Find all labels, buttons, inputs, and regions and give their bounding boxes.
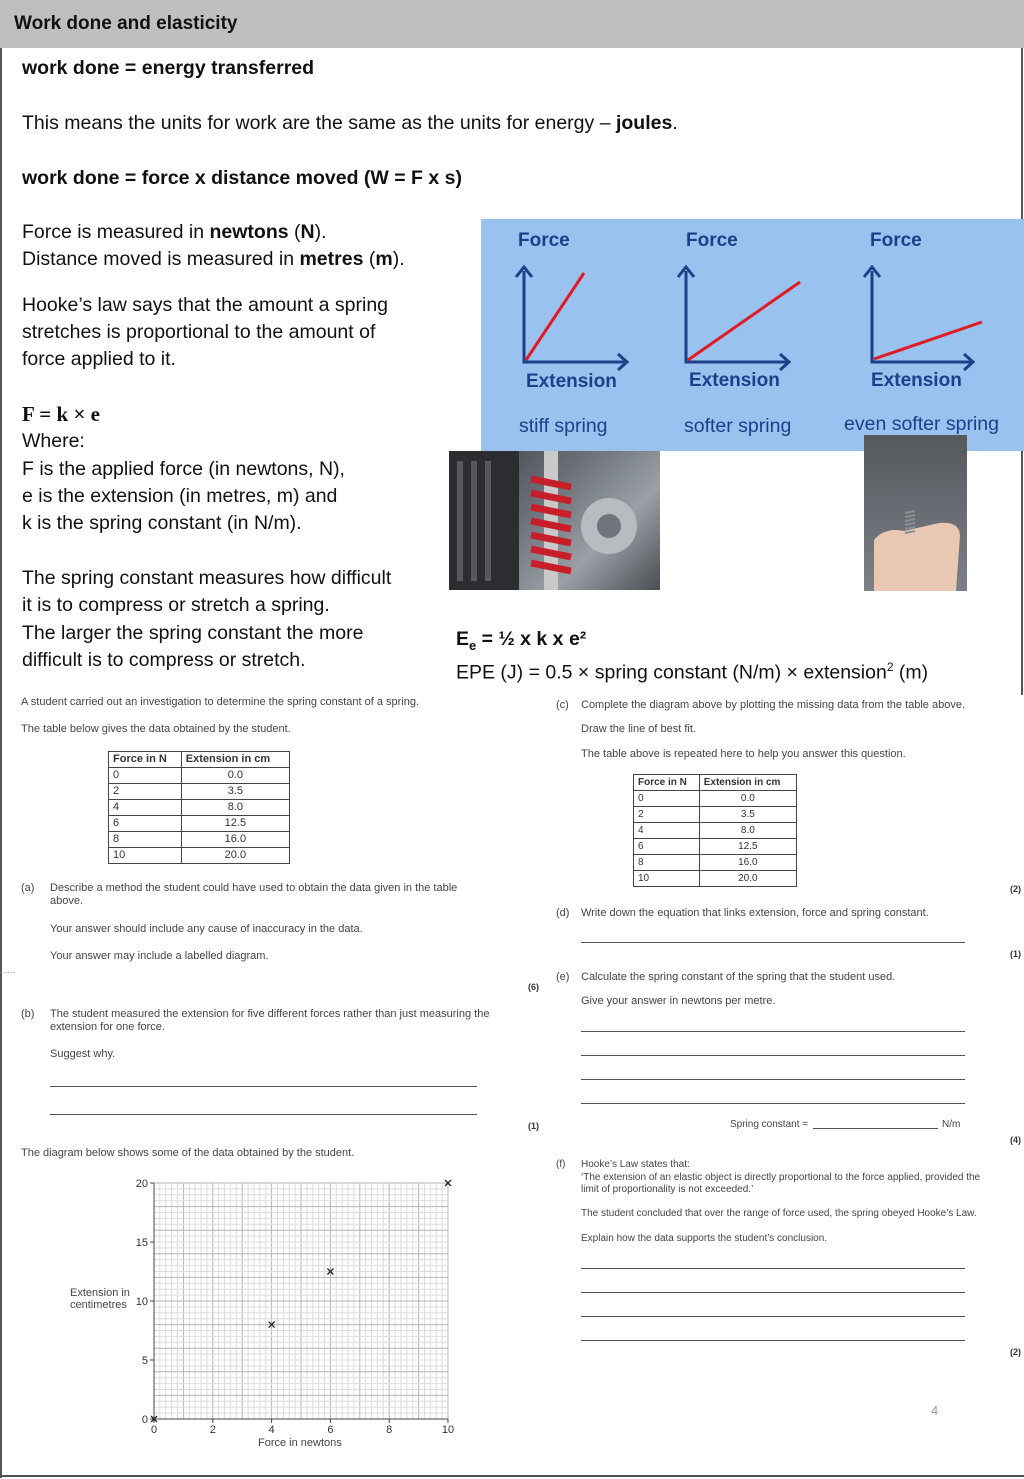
table-row <box>109 784 290 800</box>
hooke-line: stretches is proportional to the amount of <box>22 321 376 343</box>
where-f: F is the applied force (in newtons, N), <box>22 458 345 480</box>
table-cell: 16.0 <box>181 832 289 848</box>
marks-badge: (2) <box>1010 884 1021 894</box>
table-header: Extension in cm <box>699 775 796 791</box>
table-header: Extension in cm <box>181 752 289 768</box>
question-label: (e) <box>556 971 570 983</box>
epe-line-a: EPE (J) = 0.5 × spring constant (N/m) × extension <box>456 661 887 684</box>
spring-constant-line: it is to compress or stretch a spring. <box>22 594 330 616</box>
question-text: Explain how the data supports the student’s conclusion. <box>581 1233 828 1244</box>
table-cell: 10 <box>634 871 700 887</box>
axis-lines <box>872 271 971 362</box>
table-cell: 0 <box>109 768 182 784</box>
table-cell: 8 <box>109 832 182 848</box>
question-label: (b) <box>21 1008 35 1020</box>
answer-line[interactable] <box>581 1103 965 1104</box>
y-tick-label: 0 <box>141 1414 148 1426</box>
question-text: The student measured the extension for five different forces rather than just measuring the <box>50 1008 490 1020</box>
table-row <box>109 800 290 816</box>
question-text: Draw the line of best fit. <box>581 723 696 735</box>
epe-rest: = ½ x k x e² <box>476 628 587 650</box>
hand-shape <box>874 523 960 591</box>
y-tick-label: 20 <box>135 1178 148 1190</box>
force-axis-label: Force <box>870 230 922 251</box>
table-row <box>109 832 290 848</box>
marks-badge: (6) <box>528 982 539 992</box>
force-axis-label: Force <box>518 230 570 251</box>
chart-xlabel: Force in newtons <box>258 1437 342 1449</box>
force-text: Force is measured in <box>22 221 210 243</box>
hooke-formula: F = k × e <box>22 402 100 426</box>
dist-text: Distance moved is measured in <box>22 248 300 270</box>
table-row <box>634 791 797 807</box>
answer-line[interactable] <box>581 1316 965 1317</box>
data-table <box>108 751 290 864</box>
axes-graph-3 <box>864 267 973 370</box>
hand-spring-illustration <box>864 435 967 591</box>
table-header: Force in N <box>634 775 700 791</box>
y-tick-label: 15 <box>135 1237 148 1249</box>
chart-ylabel: centimetres <box>70 1299 127 1311</box>
spring-graphs-panel <box>481 219 1024 451</box>
x-tick-label: 2 <box>209 1424 216 1436</box>
question-label: (a) <box>21 882 35 894</box>
answer-dots: ...... <box>0 965 16 975</box>
question-text: extension for one force. <box>50 1021 165 1033</box>
table-cell: 16.0 <box>699 855 796 871</box>
table-cell: 0.0 <box>699 791 796 807</box>
table-cell: 8 <box>634 855 700 871</box>
even-softer-spring-line <box>874 322 982 359</box>
answer-line[interactable] <box>50 1086 477 1087</box>
answer-line[interactable] <box>50 1114 477 1115</box>
graph-caption: stiff spring <box>519 415 608 437</box>
question-text: Calculate the spring constant of the spring that the student used. <box>581 971 896 983</box>
table-cell: 0 <box>634 791 700 807</box>
small-spring-photo <box>864 435 967 591</box>
question-label: (d) <box>556 907 570 919</box>
question-text: Your answer should include any cause of inaccuracy in the data. <box>50 923 363 935</box>
table-row <box>109 816 290 832</box>
extension-axis-label: Extension <box>526 371 617 392</box>
frame-border <box>0 688 2 1478</box>
table-cell: 6 <box>109 816 182 832</box>
question-text: The student concluded that over the range of force used, the spring obeyed Hooke’s Law. <box>581 1208 977 1219</box>
section-title: Work done and elasticity <box>14 13 238 34</box>
table-row <box>109 768 290 784</box>
question-text: ‘The extension of an elastic object is directly proportional to the force applied, provided the <box>581 1172 981 1183</box>
force-sym: N <box>300 221 315 243</box>
table-cell: 4 <box>109 800 182 816</box>
frame-border <box>0 48 2 688</box>
scatter-chart <box>120 1170 470 1450</box>
question-text: Describe a method the student could have used to obtain the data given in the table <box>50 882 458 894</box>
table-header: Force in N <box>109 752 182 768</box>
table-row <box>634 871 797 887</box>
units-text: This means the units for work are the same as the units for energy – <box>22 112 616 134</box>
extension-axis-label: Extension <box>689 370 780 391</box>
answer-line[interactable] <box>581 1268 965 1269</box>
dist-close: ). <box>392 248 405 270</box>
table-cell: 8.0 <box>699 823 796 839</box>
softer-spring-line <box>688 282 800 360</box>
force-close: ). <box>314 221 327 243</box>
table-cell: 12.5 <box>699 839 796 855</box>
table-cell: 6 <box>634 839 700 855</box>
epe-sup: 2 <box>886 660 894 674</box>
table-row <box>109 848 290 864</box>
epe-sub: e <box>469 637 477 653</box>
question-text: The table above is repeated here to help you answer this question. <box>581 748 906 760</box>
table-row <box>634 839 797 855</box>
table-cell: 2 <box>109 784 182 800</box>
table-cell: 20.0 <box>699 871 796 887</box>
page-number: 4 <box>931 1403 939 1418</box>
table-cell: 2 <box>634 807 700 823</box>
question-text: above. <box>50 895 84 907</box>
spring-constant-answer-line[interactable] <box>813 1128 938 1129</box>
table-cell: 8.0 <box>181 800 289 816</box>
question-text: limit of proportionality is not exceeded.’ <box>581 1184 754 1195</box>
frame-border <box>1021 48 1023 223</box>
distance-units <box>22 246 405 273</box>
marks-badge: (1) <box>528 1121 539 1131</box>
suspension-illustration <box>449 451 660 590</box>
x-tick-label: 0 <box>150 1424 158 1436</box>
force-axis-label: Force <box>686 230 738 251</box>
dist-open: ( <box>363 248 376 270</box>
extension-axis-label: Extension <box>871 370 962 391</box>
force-bold: newtons <box>209 221 289 243</box>
hooke-line: force applied to it. <box>22 348 176 370</box>
y-tick-label: 5 <box>141 1355 148 1367</box>
answer-line[interactable] <box>581 942 965 943</box>
work-done-definition: work done = energy transferred <box>22 57 315 79</box>
axis-lines <box>686 271 787 362</box>
answer-line[interactable] <box>581 1031 965 1032</box>
spring-constant-answer-label: Spring constant = <box>730 1119 809 1130</box>
car-suspension-photo <box>449 451 660 590</box>
force-open: ( <box>288 221 301 243</box>
spring-constant-line: The spring constant measures how difficult <box>22 567 392 589</box>
epe-line-b: (m) <box>893 661 929 684</box>
marks-badge: (4) <box>1010 1135 1021 1145</box>
hooke-line: Hooke’s law says that the amount a spring <box>22 294 389 316</box>
units-bold: joules <box>615 112 673 134</box>
answer-line[interactable] <box>581 1292 965 1293</box>
question-label: (c) <box>556 699 569 711</box>
answer-line[interactable] <box>581 1340 965 1341</box>
where-label: Where: <box>22 430 85 452</box>
dist-bold: metres <box>299 248 364 270</box>
x-tick-label: 4 <box>268 1424 275 1436</box>
exam-intro: A student carried out an investigation to determine the spring constant of a spring. <box>21 696 420 708</box>
question-text: Write down the equation that links extension, force and spring constant. <box>581 907 929 919</box>
question-text: Complete the diagram above by plotting the missing data from the table above. <box>581 699 966 711</box>
epe-e: E <box>456 628 470 650</box>
question-text: Hooke’s Law states that: <box>581 1159 690 1170</box>
spring-constant-line: The larger the spring constant the more <box>22 622 364 644</box>
y-tick-label: 10 <box>135 1296 148 1308</box>
x-tick-label: 10 <box>441 1424 455 1436</box>
table-cell: 4 <box>634 823 700 839</box>
table-cell: 0.0 <box>181 768 289 784</box>
table-cell: 3.5 <box>181 784 289 800</box>
section-header <box>0 0 1024 48</box>
where-e: e is the extension (in metres, m) and <box>22 485 338 507</box>
work-done-formula: work done = force x distance moved (W = F x s) <box>22 167 462 189</box>
exam-intro: The table below gives the data obtained by the student. <box>21 723 291 735</box>
answer-line[interactable] <box>581 1055 965 1056</box>
spring-constant-line: difficult is to compress or stretch. <box>22 649 306 671</box>
graph-caption: even softer spring <box>844 413 1000 435</box>
x-tick-label: 6 <box>327 1424 334 1436</box>
repeated-data-table <box>633 774 797 887</box>
marks-badge: (2) <box>1010 1347 1021 1357</box>
graph-caption: softer spring <box>684 415 792 437</box>
axes-graph-1 <box>516 267 627 370</box>
table-cell: 12.5 <box>181 816 289 832</box>
table-cell: 3.5 <box>699 807 796 823</box>
question-text: Your answer may include a labelled diagram. <box>50 950 269 962</box>
chart-ylabel: Extension in <box>70 1287 130 1299</box>
table-row <box>634 855 797 871</box>
question-text: Give your answer in newtons per metre. <box>581 995 776 1007</box>
stiff-spring-line <box>526 273 584 360</box>
table-cell: 20.0 <box>181 848 289 864</box>
question-label: (f) <box>556 1159 566 1170</box>
dist-sym: m <box>375 248 393 270</box>
units-sentence <box>22 110 678 137</box>
table-row <box>634 807 797 823</box>
frame-border <box>1021 450 1023 695</box>
marks-badge: (1) <box>1010 949 1021 959</box>
frame-border <box>0 1475 1024 1477</box>
units-end: . <box>672 112 678 134</box>
x-tick-label: 8 <box>386 1424 393 1436</box>
epe-words <box>456 654 928 687</box>
question-text: Suggest why. <box>50 1048 116 1060</box>
force-units <box>22 219 327 246</box>
table-cell: 10 <box>109 848 182 864</box>
answer-line[interactable] <box>581 1079 965 1080</box>
table-row <box>634 823 797 839</box>
answer-unit: N/m <box>942 1119 961 1130</box>
diagram-intro: The diagram below shows some of the data obtained by the student. <box>21 1147 355 1159</box>
where-k: k is the spring constant (in N/m). <box>22 512 302 534</box>
